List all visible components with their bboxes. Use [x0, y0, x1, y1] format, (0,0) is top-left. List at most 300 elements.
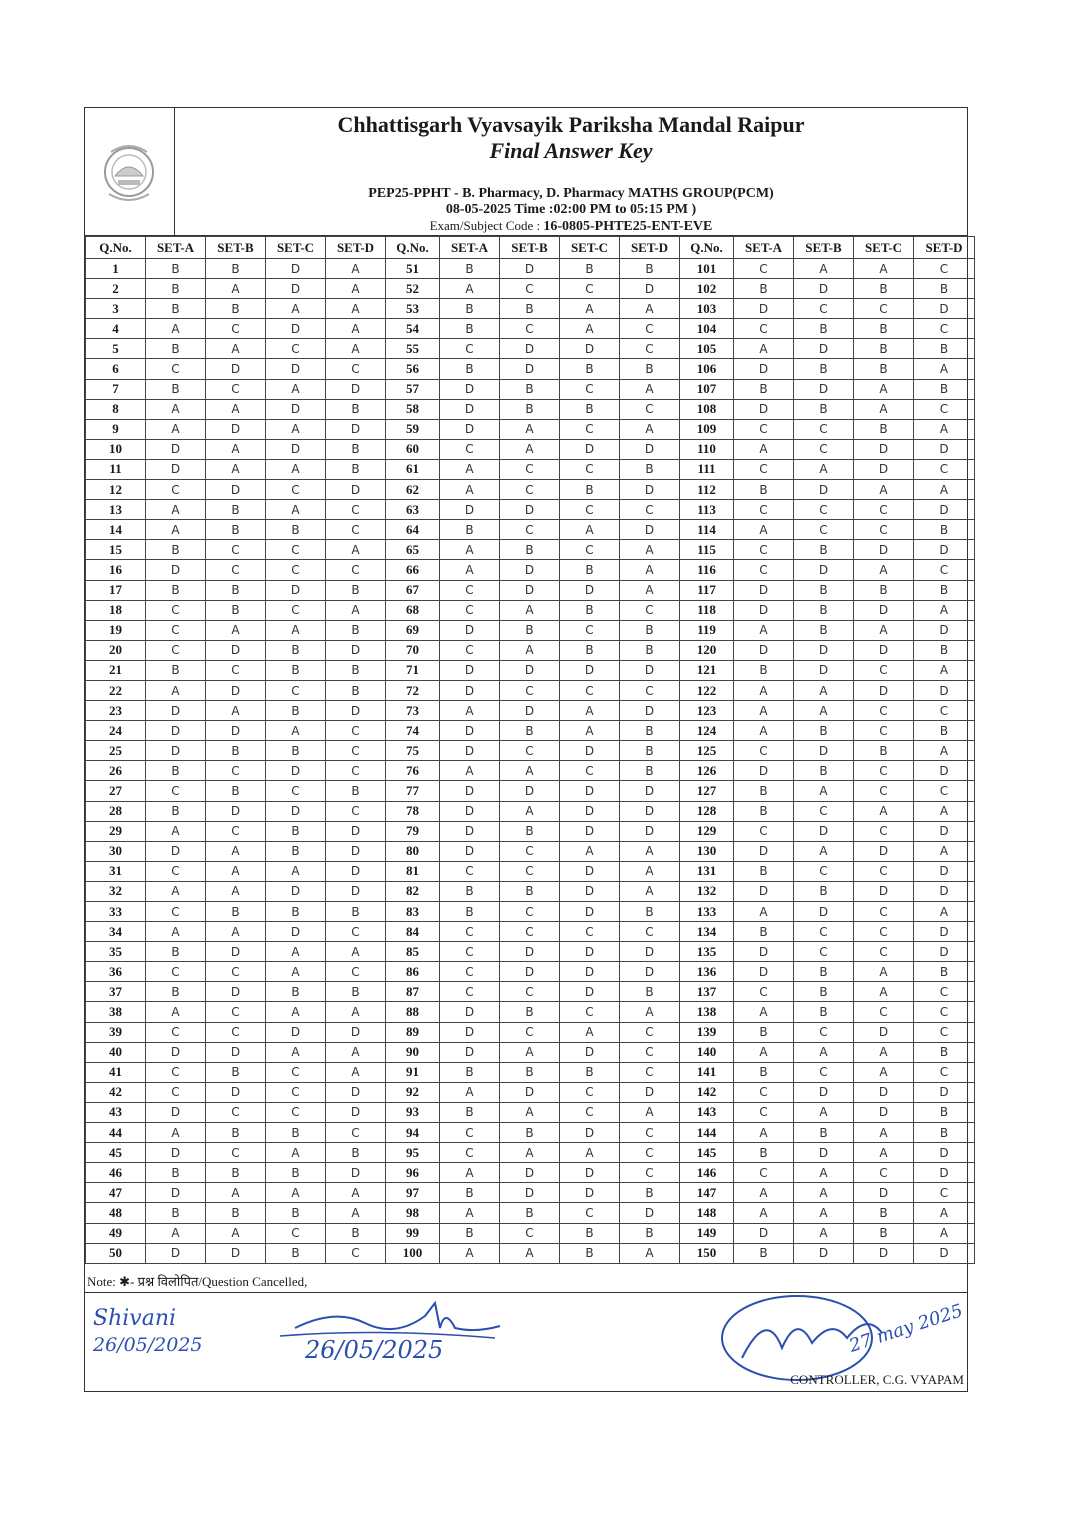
question-number: 121: [680, 660, 734, 680]
header: [85, 108, 967, 236]
answer-cell: D: [326, 881, 386, 901]
question-number: 13: [86, 500, 146, 520]
question-number: 51: [386, 259, 440, 279]
answer-cell: C: [854, 1163, 914, 1183]
question-number: 44: [86, 1123, 146, 1143]
answer-cell: C: [326, 962, 386, 982]
answer-cell: D: [794, 560, 854, 580]
answer-cell: C: [854, 660, 914, 680]
answer-cell: B: [914, 640, 975, 660]
answer-cell: A: [500, 1143, 560, 1163]
question-number: 116: [680, 560, 734, 580]
question-number: 54: [386, 319, 440, 339]
answer-cell: B: [560, 1243, 620, 1263]
question-number: 113: [680, 500, 734, 520]
answer-cell: A: [146, 922, 206, 942]
answer-cell: D: [620, 1203, 680, 1223]
answer-cell: B: [560, 640, 620, 660]
answer-cell: A: [206, 459, 266, 479]
table-row: [86, 962, 975, 982]
answer-cell: D: [326, 419, 386, 439]
answer-cell: C: [560, 1082, 620, 1102]
answer-cell: A: [620, 881, 680, 901]
answer-cell: A: [560, 841, 620, 861]
answer-cell: D: [794, 279, 854, 299]
answer-cell: A: [560, 701, 620, 721]
answer-cell: D: [914, 821, 975, 841]
answer-cell: D: [206, 480, 266, 500]
answer-cell: B: [734, 781, 794, 801]
answer-cell: A: [326, 1062, 386, 1082]
question-number: 119: [680, 620, 734, 640]
answer-cell: A: [206, 701, 266, 721]
answer-cell: D: [146, 1243, 206, 1263]
table-row: [86, 1123, 975, 1143]
question-number: 141: [680, 1062, 734, 1082]
answer-cell: B: [146, 1203, 206, 1223]
answer-cell: A: [854, 801, 914, 821]
answer-cell: B: [206, 500, 266, 520]
answer-cell: B: [206, 781, 266, 801]
answer-cell: B: [326, 781, 386, 801]
answer-cell: D: [326, 861, 386, 881]
answer-cell: D: [440, 841, 500, 861]
answer-cell: B: [206, 1123, 266, 1143]
answer-cell: D: [440, 801, 500, 821]
answer-cell: D: [734, 640, 794, 660]
answer-cell: C: [854, 721, 914, 741]
answer-cell: C: [734, 540, 794, 560]
column-header-set: SET-A: [440, 237, 500, 259]
answer-cell: A: [266, 620, 326, 640]
answer-cell: C: [500, 902, 560, 922]
answer-cell: C: [914, 560, 975, 580]
question-number: 74: [386, 721, 440, 741]
answer-cell: D: [440, 1002, 500, 1022]
answer-cell: B: [266, 701, 326, 721]
answer-cell: B: [500, 620, 560, 640]
answer-cell: D: [440, 399, 500, 419]
exam-code: [175, 218, 967, 235]
table-row: [86, 781, 975, 801]
answer-cell: B: [794, 761, 854, 781]
answer-cell: C: [620, 1123, 680, 1143]
answer-cell: D: [914, 500, 975, 520]
question-number: 82: [386, 881, 440, 901]
question-number: 47: [86, 1183, 146, 1203]
answer-cell: C: [734, 500, 794, 520]
answer-cell: A: [620, 1243, 680, 1263]
answer-cell: C: [500, 459, 560, 479]
answer-cell: D: [146, 721, 206, 741]
answer-cell: A: [266, 962, 326, 982]
answer-cell: D: [500, 701, 560, 721]
answer-cell: A: [560, 299, 620, 319]
answer-cell: B: [560, 600, 620, 620]
answer-cell: A: [734, 1002, 794, 1022]
answer-cell: A: [620, 419, 680, 439]
question-number: 96: [386, 1163, 440, 1183]
answer-cell: C: [440, 982, 500, 1002]
answer-cell: B: [326, 399, 386, 419]
question-number: 65: [386, 540, 440, 560]
answer-cell: A: [500, 640, 560, 660]
question-number: 71: [386, 660, 440, 680]
answer-cell: A: [854, 962, 914, 982]
answer-cell: C: [440, 439, 500, 459]
answer-cell: C: [440, 640, 500, 660]
answer-cell: A: [854, 399, 914, 419]
answer-cell: A: [206, 620, 266, 640]
answer-cell: A: [620, 861, 680, 881]
answer-cell: A: [620, 299, 680, 319]
question-number: 28: [86, 801, 146, 821]
answer-cell: D: [560, 781, 620, 801]
answer-cell: A: [206, 1223, 266, 1243]
table-row: [86, 1022, 975, 1042]
exam-code-label: Exam/Subject Code :: [429, 218, 544, 233]
answer-cell: D: [440, 821, 500, 841]
question-number: 98: [386, 1203, 440, 1223]
answer-cell: C: [500, 680, 560, 700]
answer-cell: C: [206, 379, 266, 399]
answer-cell: A: [734, 721, 794, 741]
question-number: 61: [386, 459, 440, 479]
answer-cell: C: [206, 319, 266, 339]
question-number: 24: [86, 721, 146, 741]
question-number: 146: [680, 1163, 734, 1183]
answer-cell: B: [560, 1062, 620, 1082]
answer-cell: C: [206, 560, 266, 580]
table-row: [86, 439, 975, 459]
question-number: 101: [680, 259, 734, 279]
question-number: 149: [680, 1223, 734, 1243]
answer-cell: C: [146, 620, 206, 640]
answer-cell: D: [914, 922, 975, 942]
answer-cell: A: [146, 319, 206, 339]
answer-cell: A: [206, 861, 266, 881]
answer-cell: C: [326, 922, 386, 942]
answer-cell: C: [146, 962, 206, 982]
answer-cell: D: [146, 439, 206, 459]
column-header-set: SET-A: [734, 237, 794, 259]
answer-cell: A: [500, 439, 560, 459]
question-number: 150: [680, 1243, 734, 1263]
answer-cell: C: [734, 560, 794, 580]
answer-cell: B: [620, 640, 680, 660]
answer-cell: A: [146, 821, 206, 841]
answer-cell: D: [854, 1243, 914, 1263]
answer-cell: B: [620, 259, 680, 279]
question-number: 104: [680, 319, 734, 339]
answer-cell: C: [326, 761, 386, 781]
answer-cell: C: [620, 1143, 680, 1163]
answer-cell: A: [440, 1203, 500, 1223]
answer-cell: B: [326, 439, 386, 459]
answer-cell: B: [914, 379, 975, 399]
answer-cell: A: [560, 1143, 620, 1163]
answer-cell: C: [326, 1123, 386, 1143]
table-row: [86, 500, 975, 520]
answer-cell: D: [500, 359, 560, 379]
question-number: 31: [86, 861, 146, 881]
question-number: 63: [386, 500, 440, 520]
answer-cell: C: [914, 259, 975, 279]
exam-time: 08-05-2025 Time :02:00 PM to 05:15 PM ): [445, 202, 697, 217]
question-number: 5: [86, 339, 146, 359]
table-row: [86, 279, 975, 299]
answer-cell: A: [326, 540, 386, 560]
question-number: 29: [86, 821, 146, 841]
answer-cell: D: [326, 480, 386, 500]
answer-cell: C: [560, 761, 620, 781]
answer-cell: C: [326, 741, 386, 761]
question-number: 142: [680, 1082, 734, 1102]
answer-cell: B: [854, 359, 914, 379]
answer-cell: B: [326, 459, 386, 479]
question-number: 81: [386, 861, 440, 881]
answer-cell: B: [440, 520, 500, 540]
answer-cell: C: [440, 1123, 500, 1143]
answer-cell: B: [914, 721, 975, 741]
answer-cell: D: [620, 439, 680, 459]
answer-cell: B: [146, 1163, 206, 1183]
question-number: 18: [86, 600, 146, 620]
question-number: 114: [680, 520, 734, 540]
answer-cell: B: [440, 1062, 500, 1082]
answer-cell: D: [620, 279, 680, 299]
answer-cell: B: [794, 1123, 854, 1143]
answer-cell: A: [266, 1042, 326, 1062]
answer-cell: C: [854, 299, 914, 319]
column-header-set: SET-D: [914, 237, 975, 259]
answer-cell: A: [914, 660, 975, 680]
answer-cell: A: [794, 1102, 854, 1122]
answer-cell: A: [620, 1102, 680, 1122]
answer-cell: A: [734, 701, 794, 721]
answer-cell: C: [620, 680, 680, 700]
answer-cell: B: [440, 319, 500, 339]
answer-cell: C: [500, 841, 560, 861]
answer-cell: C: [560, 1203, 620, 1223]
question-number: 126: [680, 761, 734, 781]
answer-cell: C: [206, 1143, 266, 1163]
answer-cell: A: [146, 500, 206, 520]
answer-cell: C: [734, 982, 794, 1002]
question-number: 109: [680, 419, 734, 439]
answer-cell: B: [146, 379, 206, 399]
answer-cell: C: [326, 1243, 386, 1263]
question-number: 134: [680, 922, 734, 942]
answer-cell: B: [794, 580, 854, 600]
column-header-qno: Q.No.: [680, 237, 734, 259]
answer-cell: D: [914, 881, 975, 901]
answer-cell: D: [620, 801, 680, 821]
answer-cell: B: [206, 1163, 266, 1183]
question-number: 88: [386, 1002, 440, 1022]
answer-cell: D: [560, 881, 620, 901]
answer-cell: D: [440, 660, 500, 680]
answer-cell: A: [206, 881, 266, 901]
answer-cell: C: [560, 500, 620, 520]
question-number: 143: [680, 1102, 734, 1122]
question-number: 77: [386, 781, 440, 801]
question-number: 140: [680, 1042, 734, 1062]
answer-cell: A: [146, 419, 206, 439]
answer-cell: D: [440, 1042, 500, 1062]
answer-cell: A: [206, 399, 266, 419]
answer-cell: A: [146, 680, 206, 700]
table-row: [86, 801, 975, 821]
question-number: 67: [386, 580, 440, 600]
answer-cell: D: [266, 399, 326, 419]
answer-cell: C: [914, 459, 975, 479]
answer-cell: C: [854, 922, 914, 942]
question-number: 127: [680, 781, 734, 801]
answer-cell: B: [266, 1243, 326, 1263]
answer-cell: C: [266, 560, 326, 580]
table-row: [86, 1243, 975, 1263]
question-number: 144: [680, 1123, 734, 1143]
answer-cell: B: [620, 982, 680, 1002]
answer-cell: D: [560, 801, 620, 821]
answer-cell: D: [854, 640, 914, 660]
answer-cell: C: [914, 701, 975, 721]
table-row: [86, 982, 975, 1002]
answer-cell: D: [206, 721, 266, 741]
answer-cell: C: [440, 1143, 500, 1163]
answer-cell: D: [326, 821, 386, 841]
answer-cell: B: [206, 1203, 266, 1223]
answer-cell: C: [560, 540, 620, 560]
answer-cell: C: [560, 922, 620, 942]
title-block: [175, 108, 967, 235]
question-number: 91: [386, 1062, 440, 1082]
answer-cell: B: [794, 1002, 854, 1022]
answer-cell: C: [500, 520, 560, 540]
answer-cell: C: [266, 781, 326, 801]
answer-cell: A: [734, 1042, 794, 1062]
answer-cell: D: [560, 339, 620, 359]
table-row: [86, 1183, 975, 1203]
question-number: 45: [86, 1143, 146, 1163]
answer-cell: B: [620, 741, 680, 761]
answer-cell: B: [560, 399, 620, 419]
question-number: 123: [680, 701, 734, 721]
answer-cell: D: [500, 580, 560, 600]
answer-cell: B: [146, 660, 206, 680]
answer-cell: C: [266, 480, 326, 500]
answer-cell: A: [620, 540, 680, 560]
table-row: [86, 902, 975, 922]
signature-middle-date: 26/05/2025: [305, 1336, 444, 1364]
answer-cell: C: [914, 982, 975, 1002]
answer-cell: C: [440, 339, 500, 359]
answer-cell: A: [734, 902, 794, 922]
answer-cell: D: [734, 600, 794, 620]
answer-cell: D: [734, 761, 794, 781]
answer-cell: D: [266, 801, 326, 821]
answer-cell: D: [500, 500, 560, 520]
answer-cell: D: [146, 1042, 206, 1062]
answer-cell: C: [794, 299, 854, 319]
question-number: 97: [386, 1183, 440, 1203]
answer-cell: C: [734, 1102, 794, 1122]
question-number: 69: [386, 620, 440, 640]
answer-cell: B: [500, 1002, 560, 1022]
answer-cell: D: [914, 439, 975, 459]
answer-cell: B: [914, 279, 975, 299]
answer-cell: B: [326, 902, 386, 922]
question-number: 30: [86, 841, 146, 861]
column-header-set: SET-D: [326, 237, 386, 259]
answer-cell: D: [500, 259, 560, 279]
table-row: [86, 299, 975, 319]
answer-cell: A: [440, 560, 500, 580]
answer-cell: A: [854, 620, 914, 640]
answer-cell: B: [500, 821, 560, 841]
answer-cell: A: [560, 520, 620, 540]
answer-cell: A: [794, 1042, 854, 1062]
answer-cell: D: [266, 259, 326, 279]
answer-cell: C: [560, 419, 620, 439]
answer-cell: A: [440, 1082, 500, 1102]
table-row: [86, 620, 975, 640]
answer-cell: B: [500, 1062, 560, 1082]
answer-cell: A: [794, 841, 854, 861]
answer-cell: D: [500, 942, 560, 962]
answer-cell: D: [560, 962, 620, 982]
answer-cell: B: [440, 881, 500, 901]
answer-cell: A: [620, 379, 680, 399]
answer-cell: C: [326, 721, 386, 741]
answer-cell: A: [500, 1102, 560, 1122]
answer-cell: D: [560, 1042, 620, 1062]
table-row: [86, 1102, 975, 1122]
answer-cell: A: [206, 439, 266, 459]
answer-cell: D: [620, 660, 680, 680]
answer-cell: B: [206, 299, 266, 319]
answer-cell: D: [734, 962, 794, 982]
answer-table-body: [86, 259, 975, 1264]
question-number: 48: [86, 1203, 146, 1223]
answer-cell: B: [620, 902, 680, 922]
answer-cell: D: [620, 781, 680, 801]
answer-cell: A: [440, 761, 500, 781]
answer-cell: B: [266, 841, 326, 861]
column-header-set: SET-C: [266, 237, 326, 259]
answer-cell: D: [620, 942, 680, 962]
answer-cell: D: [500, 660, 560, 680]
answer-cell: A: [500, 1243, 560, 1263]
question-number: 148: [680, 1203, 734, 1223]
answer-cell: B: [266, 902, 326, 922]
answer-cell: B: [854, 319, 914, 339]
answer-cell: A: [854, 1042, 914, 1062]
answer-cell: C: [734, 319, 794, 339]
answer-cell: A: [734, 680, 794, 700]
answer-cell: D: [146, 701, 206, 721]
answer-cell: B: [146, 801, 206, 821]
answer-cell: A: [146, 399, 206, 419]
answer-cell: D: [560, 982, 620, 1002]
question-number: 125: [680, 741, 734, 761]
answer-cell: C: [266, 1082, 326, 1102]
table-row: [86, 259, 975, 279]
answer-cell: C: [440, 580, 500, 600]
question-number: 70: [386, 640, 440, 660]
question-number: 35: [86, 942, 146, 962]
